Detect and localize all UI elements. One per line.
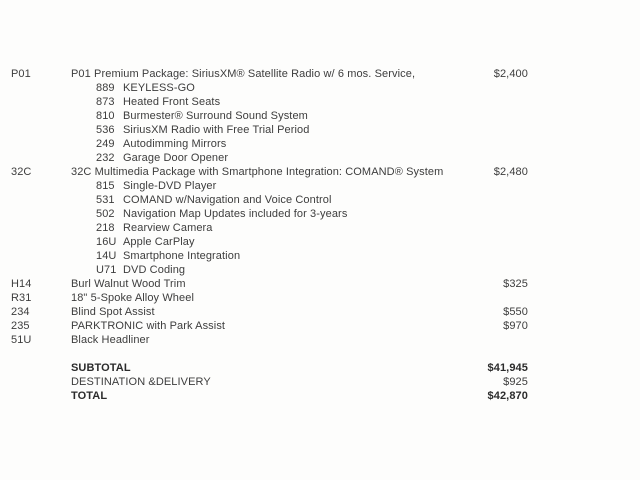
sub-option-code: 889 [96, 82, 115, 94]
option-description: Burl Walnut Wood Trim [71, 278, 186, 290]
sub-option-code: 810 [96, 110, 115, 122]
option-code: 32C [11, 166, 32, 178]
option-code: 235 [11, 320, 30, 332]
option-sub-row [0, 249, 640, 263]
option-sub-row [0, 221, 640, 235]
sub-option-code: 16U [96, 236, 117, 248]
sub-option-code: 536 [96, 124, 115, 136]
option-sub-row [0, 179, 640, 193]
sub-option-code: 14U [96, 250, 117, 262]
option-row [0, 277, 640, 291]
option-sub-row [0, 137, 640, 151]
option-sub-row [0, 235, 640, 249]
option-row [0, 319, 640, 333]
option-price: $2,400 [493, 68, 528, 80]
option-description: Black Headliner [71, 334, 150, 346]
sub-option-description: Navigation Map Updates included for 3-years [123, 208, 348, 220]
sub-option-code: 815 [96, 180, 115, 192]
total-row [0, 375, 640, 389]
total-label: DESTINATION &DELIVERY [71, 376, 211, 388]
option-row [0, 67, 640, 81]
option-description: PARKTRONIC with Park Assist [71, 320, 226, 332]
sub-option-code: 531 [96, 194, 115, 206]
option-sub-row [0, 123, 640, 137]
total-label: TOTAL [71, 390, 108, 402]
option-code: H14 [11, 278, 32, 290]
total-price: $42,870 [487, 390, 528, 402]
sub-option-description: Smartphone Integration [123, 250, 241, 262]
blank-line [0, 347, 640, 361]
sub-option-description: Apple CarPlay [123, 236, 195, 248]
option-sub-row [0, 95, 640, 109]
option-code: 51U [11, 334, 32, 346]
option-price: $325 [503, 278, 528, 290]
option-sub-row [0, 263, 640, 277]
option-sub-row [0, 207, 640, 221]
sub-option-description: Autodimming Mirrors [123, 138, 227, 150]
option-row [0, 291, 640, 305]
sub-option-description: Burmester® Surround Sound System [123, 110, 308, 122]
totals-section [0, 361, 640, 403]
option-row [0, 165, 640, 179]
sub-option-description: Single-DVD Player [123, 180, 217, 192]
sub-option-description: Garage Door Opener [123, 152, 229, 164]
option-price: $2,480 [493, 166, 528, 178]
option-description: P01 Premium Package: SiriusXM® Satellite Radio w/ 6 mos. Service, [71, 68, 416, 80]
option-description: 32C Multimedia Package with Smartphone Integration: COMAND® System [71, 166, 444, 178]
sub-option-code: 502 [96, 208, 115, 220]
option-sub-row [0, 193, 640, 207]
option-price: $970 [503, 320, 528, 332]
sub-option-code: 218 [96, 222, 115, 234]
sub-option-code: 232 [96, 152, 115, 164]
total-price: $925 [503, 376, 528, 388]
sub-option-code: U71 [96, 264, 117, 276]
sub-option-code: 873 [96, 96, 115, 108]
option-description: Blind Spot Assist [71, 306, 155, 318]
option-code: P01 [11, 68, 31, 80]
option-sub-row [0, 109, 640, 123]
option-sub-row [0, 151, 640, 165]
sub-option-description: SiriusXM Radio with Free Trial Period [123, 124, 310, 136]
sub-option-description: DVD Coding [123, 264, 186, 276]
sub-option-description: KEYLESS-GO [123, 82, 195, 94]
sub-option-code: 249 [96, 138, 115, 150]
total-label: SUBTOTAL [71, 362, 131, 374]
sub-option-description: Rearview Camera [123, 222, 213, 234]
option-price: $550 [503, 306, 528, 318]
option-row [0, 305, 640, 319]
options-list [0, 67, 640, 347]
option-description: 18" 5-Spoke Alloy Wheel [71, 292, 194, 304]
total-price: $41,945 [487, 362, 528, 374]
sub-option-description: COMAND w/Navigation and Voice Control [123, 194, 332, 206]
sub-option-description: Heated Front Seats [123, 96, 221, 108]
total-row [0, 361, 640, 375]
option-code: 234 [11, 306, 30, 318]
option-sub-row [0, 81, 640, 95]
option-row [0, 333, 640, 347]
option-code: R31 [11, 292, 32, 304]
total-row [0, 389, 640, 403]
